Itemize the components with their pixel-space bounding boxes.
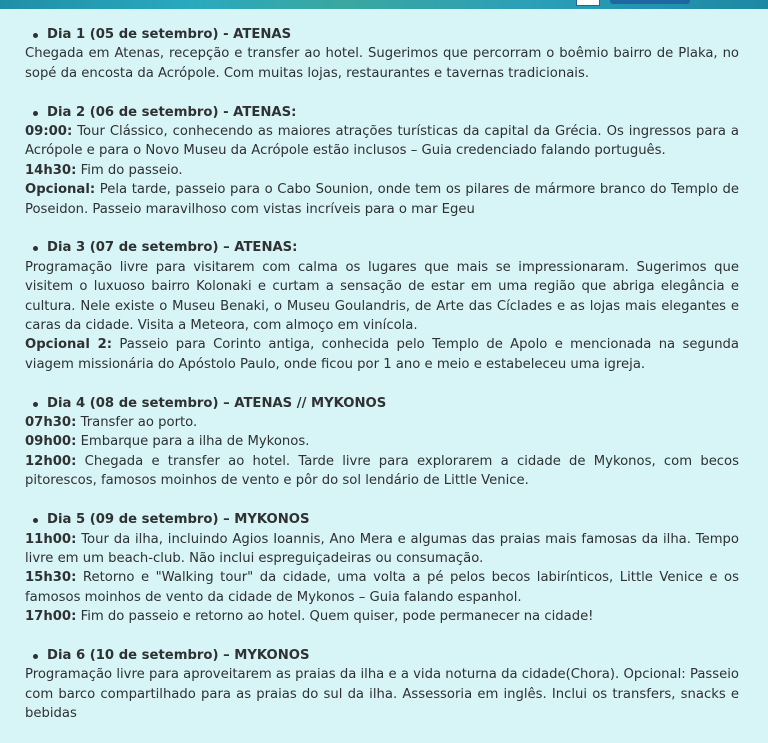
entry-text: Chegada em Atenas, recepção e transfer ao hotel. Sugerimos que percorram o boêmio bairro de Plaka, no sopé da encosta da Acrópole. Com muitas lojas, restaurantes e tavernas tradicionais. (25, 46, 739, 81)
bullet-icon (33, 654, 38, 659)
entry-text: Fim do passeio. (80, 162, 183, 178)
entry-time: 07h30: (25, 415, 77, 431)
schedule-entry (25, 335, 739, 374)
entry-time: 12h00: (25, 453, 77, 469)
bullet-icon (33, 518, 38, 523)
entry-text: Pela tarde, passeio para o Cabo Sounion, onde tem os pilares de mármore branco do Templo de Poseidon. Passeio maravilhoso com vistas incríveis para o mar Egeu (25, 182, 739, 217)
day-title-text: Dia 4 (08 de setembro) – ATENAS // MYKONOS (47, 395, 387, 411)
day-title (25, 646, 739, 665)
entry-text: Programação livre para visitarem com calma os lugares que mais se impressionaram. Sugerimos que visitem o luxuoso bairro Kolonaki e curtam a sensação de estar em uma região que abriga elegância e cultura. Nele existe o Museu Benaki, o Museu Goulandris, de Arte das Cíclades e as lojas mais elegantes e caras da cidade. Visita a Meteora, com almoço em vinícola. (25, 259, 739, 334)
entry-time: 09:00: (25, 124, 73, 140)
day-title-text: Dia 5 (09 de setembro) – MYKONOS (47, 512, 310, 528)
day-title-text: Dia 1 (05 de setembro) - ATENAS (47, 27, 292, 42)
day-title (25, 510, 739, 529)
entry-time: 14h30: (25, 162, 77, 178)
itinerary (25, 25, 739, 743)
entry-time: 15h30: (25, 570, 77, 586)
schedule-entry (25, 607, 739, 626)
schedule-entry (25, 258, 739, 336)
entry-text: Transfer ao porto. (80, 415, 198, 431)
entry-text: Chegada e transfer ao hotel. Tarde livre para explorarem a cidade de Mykonos, com becos pitorescos, famosos moinhos de vento e pôr do sol lendário de Little Venice. (25, 453, 739, 489)
entry-text: Passeio para Corinto antiga, conhecida pelo Templo de Apolo e mencionada na segunda viagem missionária do Apóstolo Paulo, onde ficou por 1 ano e meio e estabeleceu uma igreja. (25, 337, 739, 372)
logo-wordmark (610, 0, 690, 4)
schedule-entry (25, 413, 739, 432)
schedule-entry (25, 432, 739, 451)
entry-text: Tour da ilha, incluindo Agios Ioannis, Ano Mera e algumas das praias mais famosas da ilha. Tempo livre em um beach-club. Não inclui espreguiçadeiras ou consumação. (25, 531, 740, 566)
day-title (25, 394, 739, 413)
schedule-entry (25, 180, 739, 219)
schedule-entry (25, 44, 739, 83)
entry-text: Fim do passeio e retorno ao hotel. Quem quiser, pode permanecer na cidade! (80, 609, 594, 625)
entry-text: Programação livre para aproveitarem as praias da ilha e a vida noturna da cidade(Chora). Opcional: Passeio com barco compartilhado para as praias do sul da ilha. Assessoria em inglês. Inclui os transfers, snacks e bebidas (25, 667, 739, 722)
day-title (25, 238, 739, 257)
entry-text: Embarque para a ilha de Mykonos. (80, 434, 310, 450)
bullet-icon (33, 33, 38, 38)
day-title-text: Dia 3 (07 de setembro) – ATENAS: (47, 240, 298, 256)
day-title-text: Dia 6 (10 de setembro) – MYKONOS (47, 647, 310, 663)
schedule-entry (25, 452, 739, 491)
bullet-icon (33, 402, 38, 407)
day-title (25, 25, 739, 44)
bullet-icon (33, 111, 38, 116)
bullet-icon (33, 246, 38, 251)
logo-mark (576, 0, 600, 6)
entry-time: 11h00: (25, 531, 77, 547)
day-section (25, 646, 739, 724)
entry-time: 09h00: (25, 434, 77, 450)
entry-text: Tour Clássico, conhecendo as maiores atrações turísticas da capital da Grécia. Os ingressos para a Acrópole e para o Novo Museu da Acrópole estão inclusos – Guia credenciado falando português. (25, 124, 739, 159)
schedule-entry (25, 568, 739, 607)
entry-time: 17h00: (25, 609, 77, 625)
day-title-text: Dia 2 (06 de setembro) - ATENAS: (47, 104, 297, 120)
schedule-entry (25, 161, 739, 180)
day-section (25, 510, 739, 626)
entry-time: Opcional: (25, 182, 96, 198)
schedule-entry (25, 122, 739, 161)
day-section (25, 238, 739, 374)
brand-logo (570, 0, 710, 6)
schedule-entry (25, 530, 739, 569)
day-section (25, 25, 739, 83)
schedule-entry (25, 665, 739, 723)
entry-time: Opcional 2: (25, 337, 113, 353)
day-section (25, 394, 739, 491)
day-section (25, 103, 739, 219)
day-title (25, 103, 739, 122)
entry-text: Retorno e "Walking tour" da cidade, uma volta a pé pelos becos labirínticos, Little Venice e os famosos moinhos de vento da cidade de Mykonos – Guia falando espanhol. (25, 570, 739, 605)
